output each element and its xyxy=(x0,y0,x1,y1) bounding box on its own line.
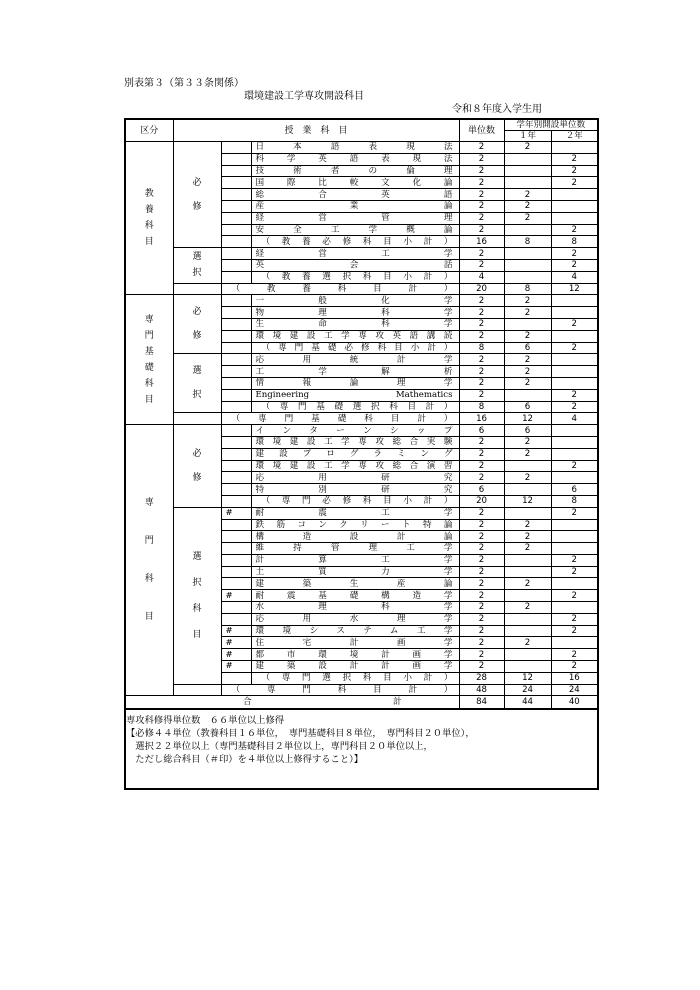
kyoyo-total-row xyxy=(125,283,598,295)
year1-cell xyxy=(504,460,551,472)
subtotal-label: （専門基礎必修科目小計） xyxy=(251,342,459,354)
year2-cell: 2 xyxy=(551,460,598,472)
mark-cell xyxy=(221,248,251,260)
mark-cell xyxy=(221,142,251,154)
credits-cell: 2 xyxy=(459,318,504,330)
credits-cell: 48 xyxy=(459,684,504,696)
subject-name: 生命科学 xyxy=(251,318,459,330)
year2-cell xyxy=(551,307,598,319)
credits-cell: 2 xyxy=(459,613,504,625)
credits-cell: 2 xyxy=(459,519,504,531)
subject-name: 建築生産論 xyxy=(251,578,459,590)
subject-name: 国際比較文化論 xyxy=(251,177,459,189)
subject-name: 環境システム工学 xyxy=(251,625,459,637)
mark-cell xyxy=(221,495,251,507)
subject-name: 耐震工学 xyxy=(251,507,459,519)
subject-name: インターンシップ xyxy=(251,425,459,437)
group-kyoyo-text: 教養科目 xyxy=(144,189,154,248)
year1-cell: 2 xyxy=(504,448,551,460)
subgroup-senmon-hisshu-text: 必修 xyxy=(192,448,202,483)
mark-cell xyxy=(221,165,251,177)
credits-cell: 2 xyxy=(459,200,504,212)
year2-cell xyxy=(551,295,598,307)
credits-cell: 2 xyxy=(459,578,504,590)
year2-cell: 8 xyxy=(551,236,598,248)
mark-cell xyxy=(221,377,251,389)
credits-cell: 2 xyxy=(459,330,504,342)
credits-cell: 2 xyxy=(459,460,504,472)
year1-cell xyxy=(504,248,551,260)
credits-cell: 2 xyxy=(459,637,504,649)
year1-cell: 12 xyxy=(504,413,551,425)
year1-cell: 2 xyxy=(504,637,551,649)
subject-name: 経営工学 xyxy=(251,248,459,260)
credits-cell: 2 xyxy=(459,189,504,201)
credits-cell: 20 xyxy=(459,283,504,295)
year2-cell: 6 xyxy=(551,484,598,496)
year2-cell xyxy=(551,531,598,543)
blank-cell xyxy=(173,413,221,425)
year1-cell: 2 xyxy=(504,543,551,555)
credits-cell: 16 xyxy=(459,413,504,425)
subject-name: 物理科学 xyxy=(251,307,459,319)
group-kyoyo xyxy=(125,142,173,295)
mark-cell: # xyxy=(221,661,251,673)
year2-cell xyxy=(551,578,598,590)
credits-cell: 2 xyxy=(459,377,504,389)
subgroup-kyoyo-hisshu-text: 必修 xyxy=(192,177,202,212)
year1-cell: 2 xyxy=(504,519,551,531)
year1-cell: 2 xyxy=(504,578,551,590)
year2-cell: 2 xyxy=(551,177,598,189)
year1-cell: 2 xyxy=(504,366,551,378)
year1-cell: 2 xyxy=(504,436,551,448)
year1-cell: 2 xyxy=(504,472,551,484)
mark-cell: # xyxy=(221,507,251,519)
subtotal-label: （専門必修科目小計） xyxy=(251,495,459,507)
year1-cell xyxy=(504,625,551,637)
year1-cell: 24 xyxy=(504,684,551,696)
subject-name: 鉄筋コンクリート特論 xyxy=(251,519,459,531)
note-line-3: 選択２２単位以上（専門基礎科目２単位以上，専門科目２０単位以上， xyxy=(126,741,433,752)
credits-cell: 16 xyxy=(459,236,504,248)
year2-cell xyxy=(551,519,598,531)
credits-cell: 8 xyxy=(459,401,504,413)
mark-cell xyxy=(221,354,251,366)
group-senmon-kiso xyxy=(125,295,173,425)
subgroup-kyoyo-sentaku-text: 選択 xyxy=(192,252,202,279)
year1-cell: 8 xyxy=(504,236,551,248)
subject-name: 科学英語表現法 xyxy=(251,153,459,165)
credits-cell: 2 xyxy=(459,259,504,271)
subject-name: 応用統計学 xyxy=(251,354,459,366)
subgroup-kiso-hisshu xyxy=(173,295,221,354)
mark-cell xyxy=(221,554,251,566)
year1-cell xyxy=(504,566,551,578)
credits-cell: 2 xyxy=(459,142,504,154)
year-note: 令和８年度入学生用 xyxy=(452,104,542,115)
year2-cell xyxy=(551,425,598,437)
year2-cell xyxy=(551,189,598,201)
subgroup-senmon-hisshu xyxy=(173,425,221,508)
kiso-total-row xyxy=(125,413,598,425)
year2-cell xyxy=(551,637,598,649)
year1-cell xyxy=(504,153,551,165)
year1-cell: 6 xyxy=(504,342,551,354)
credits-cell: 2 xyxy=(459,625,504,637)
mark-cell xyxy=(221,307,251,319)
mark-cell xyxy=(221,224,251,236)
mark-cell: # xyxy=(221,625,251,637)
year2-cell xyxy=(551,448,598,460)
year1-cell xyxy=(504,484,551,496)
subject-name: 工学解析 xyxy=(251,366,459,378)
year2-cell: 2 xyxy=(551,165,598,177)
credits-cell: 2 xyxy=(459,472,504,484)
header-credits: 単位数 xyxy=(459,119,504,142)
subject-name: 建設プログラミング xyxy=(251,448,459,460)
year1-cell xyxy=(504,224,551,236)
subject-name: Engineering Mathematics xyxy=(251,389,459,401)
mark-cell xyxy=(221,531,251,543)
credits-cell: 6 xyxy=(459,425,504,437)
credits-cell: 8 xyxy=(459,342,504,354)
year1-cell: 6 xyxy=(504,425,551,437)
year1-cell: 12 xyxy=(504,495,551,507)
year2-cell: 40 xyxy=(551,696,598,710)
year1-cell: 6 xyxy=(504,401,551,413)
year2-cell: 2 xyxy=(551,566,598,578)
mark-cell xyxy=(221,448,251,460)
year2-cell xyxy=(551,212,598,224)
mark-cell xyxy=(221,613,251,625)
mark-cell xyxy=(221,602,251,614)
subtotal-label: （専門基礎選択科目計） xyxy=(251,401,459,413)
credits-cell: 6 xyxy=(459,484,504,496)
header-row-1 xyxy=(125,119,598,131)
mark-cell xyxy=(221,236,251,248)
credits-cell: 2 xyxy=(459,649,504,661)
mark-cell xyxy=(221,566,251,578)
blank-cell xyxy=(173,684,221,696)
subject-name: 環境建設工学専攻英語講読 xyxy=(251,330,459,342)
subgroup-kiso-hisshu-text: 必修 xyxy=(192,307,202,342)
year2-cell: 24 xyxy=(551,684,598,696)
header-by-year: 学年別開設単位数 xyxy=(504,119,598,131)
subgroup-kyoyo-hisshu xyxy=(173,142,221,248)
subtotal-label: （教養選択科目小計） xyxy=(251,271,459,283)
credits-cell: 2 xyxy=(459,153,504,165)
subtotal-label: （専門選択科目小計） xyxy=(251,672,459,684)
subject-row xyxy=(125,248,598,260)
credits-cell: 2 xyxy=(459,566,504,578)
requirements-note xyxy=(124,710,599,790)
year2-cell: 2 xyxy=(551,224,598,236)
credits-cell: 2 xyxy=(459,543,504,555)
year1-cell: 2 xyxy=(504,189,551,201)
credits-cell: 4 xyxy=(459,271,504,283)
credits-cell: 2 xyxy=(459,531,504,543)
subtotal-label: （教養必修科目小計） xyxy=(251,236,459,248)
mark-cell xyxy=(221,672,251,684)
blank-cell xyxy=(173,283,221,295)
year2-cell: 2 xyxy=(551,342,598,354)
year2-cell: 2 xyxy=(551,507,598,519)
group-senmon xyxy=(125,425,173,696)
credits-cell: 2 xyxy=(459,661,504,673)
mark-cell xyxy=(221,389,251,401)
mark-cell xyxy=(221,200,251,212)
grand-total-label-a: 合 xyxy=(242,697,252,708)
credits-cell: 2 xyxy=(459,366,504,378)
year1-cell: 8 xyxy=(504,283,551,295)
mark-cell xyxy=(221,271,251,283)
year1-cell: 44 xyxy=(504,696,551,710)
subject-name: 安全工学概論 xyxy=(251,224,459,236)
year2-cell: 2 xyxy=(551,248,598,260)
year1-cell: 12 xyxy=(504,672,551,684)
year2-cell: 4 xyxy=(551,271,598,283)
subject-name: 総合英語 xyxy=(251,189,459,201)
year1-cell xyxy=(504,177,551,189)
mark-cell: # xyxy=(221,590,251,602)
credits-cell: 2 xyxy=(459,389,504,401)
year1-cell xyxy=(504,318,551,330)
credits-cell: 2 xyxy=(459,554,504,566)
year2-cell: 2 xyxy=(551,649,598,661)
header-subject: 授 業 科 目 xyxy=(173,119,459,142)
year1-cell xyxy=(504,554,551,566)
mark-cell xyxy=(221,425,251,437)
year2-cell xyxy=(551,436,598,448)
year2-cell xyxy=(551,602,598,614)
credits-cell: 2 xyxy=(459,602,504,614)
header-category: 区分 xyxy=(125,119,173,142)
mark-cell xyxy=(221,543,251,555)
mark-cell xyxy=(221,295,251,307)
senmon-total-row xyxy=(125,684,598,696)
credits-cell: 2 xyxy=(459,165,504,177)
year2-cell: 2 xyxy=(551,613,598,625)
subject-name: 産業論 xyxy=(251,200,459,212)
subject-name: 日本語表現法 xyxy=(251,142,459,154)
subject-name: 住宅計画学 xyxy=(251,637,459,649)
mark-cell xyxy=(221,318,251,330)
year2-cell: 2 xyxy=(551,590,598,602)
subject-name: 土質力学 xyxy=(251,566,459,578)
subgroup-kiso-sentaku-text: 選択 xyxy=(192,366,202,401)
subject-name: 技術者の倫理 xyxy=(251,165,459,177)
year1-cell xyxy=(504,271,551,283)
year2-cell: 2 xyxy=(551,625,598,637)
mark-cell xyxy=(221,578,251,590)
subtotal-label: （教養科目計） xyxy=(221,283,459,295)
year2-cell: 2 xyxy=(551,153,598,165)
year1-cell: 2 xyxy=(504,212,551,224)
subject-name: 一般化学 xyxy=(251,295,459,307)
subject-name: 応用研究 xyxy=(251,472,459,484)
mark-cell xyxy=(221,153,251,165)
credits-cell: 2 xyxy=(459,295,504,307)
year2-cell: 16 xyxy=(551,672,598,684)
credits-cell: 2 xyxy=(459,507,504,519)
document-title: 環境建設工学専攻開設科目 xyxy=(244,91,364,102)
subject-name: 応用水理学 xyxy=(251,613,459,625)
subject-row xyxy=(125,142,598,154)
mark-cell xyxy=(221,189,251,201)
subject-name: 英会話 xyxy=(251,259,459,271)
year2-cell: 2 xyxy=(551,554,598,566)
year1-cell: 2 xyxy=(504,602,551,614)
credits-cell: 2 xyxy=(459,436,504,448)
subgroup-kyoyo-sentaku xyxy=(173,248,221,283)
subject-name: 経営管理 xyxy=(251,212,459,224)
group-senmon-kiso-text: 専門基礎科目 xyxy=(144,314,154,405)
mark-cell xyxy=(221,212,251,224)
year2-cell: 2 xyxy=(551,259,598,271)
subject-name: 維持管理工学 xyxy=(251,543,459,555)
year2-cell xyxy=(551,543,598,555)
credits-cell: 2 xyxy=(459,248,504,260)
note-line-2: 【必修４４単位（教養科目１６単位， 専門基礎科目８単位， 専門科目２０単位）， xyxy=(126,728,475,739)
subject-name: 特別研究 xyxy=(251,484,459,496)
grand-total-row xyxy=(125,696,598,710)
year1-cell: 2 xyxy=(504,531,551,543)
credits-cell: 84 xyxy=(459,696,504,710)
year2-cell xyxy=(551,330,598,342)
credits-cell: 2 xyxy=(459,177,504,189)
credits-cell: 20 xyxy=(459,495,504,507)
annex-label: 別表第３（第３３条関係） xyxy=(124,78,244,89)
curriculum-table xyxy=(124,118,599,710)
subject-name: 構造設計論 xyxy=(251,531,459,543)
year1-cell xyxy=(504,661,551,673)
year1-cell: 2 xyxy=(504,295,551,307)
subject-name: 水理科学 xyxy=(251,602,459,614)
mark-cell xyxy=(221,519,251,531)
year2-cell: 8 xyxy=(551,495,598,507)
credits-cell: 2 xyxy=(459,212,504,224)
year1-cell: 2 xyxy=(504,354,551,366)
subject-name: 建築設計計画学 xyxy=(251,661,459,673)
header-year-2: ２年 xyxy=(551,131,598,142)
subject-name: 都市環境計画学 xyxy=(251,649,459,661)
year2-cell: 12 xyxy=(551,283,598,295)
mark-cell xyxy=(221,436,251,448)
subtotal-label: （専門基礎科目計） xyxy=(221,413,459,425)
year2-cell: 2 xyxy=(551,401,598,413)
credits-cell: 28 xyxy=(459,672,504,684)
grand-total-label-b: 計 xyxy=(392,697,402,708)
mark-cell xyxy=(221,177,251,189)
year2-cell xyxy=(551,366,598,378)
year1-cell xyxy=(504,165,551,177)
year2-cell xyxy=(551,142,598,154)
mark-cell xyxy=(221,366,251,378)
year1-cell xyxy=(504,590,551,602)
credits-cell: 2 xyxy=(459,448,504,460)
mark-cell xyxy=(221,330,251,342)
subtotal-label: （専門科目計） xyxy=(221,684,459,696)
year1-cell: 2 xyxy=(504,200,551,212)
year1-cell: 2 xyxy=(504,330,551,342)
subgroup-senmon-sentaku xyxy=(173,507,221,684)
note-line-1: 専攻科修得単位数 ６６単位以上修得 xyxy=(126,715,285,726)
subject-row xyxy=(125,425,598,437)
subgroup-senmon-sentaku-text: 選択科目 xyxy=(192,551,202,640)
mark-cell: # xyxy=(221,637,251,649)
credits-cell: 2 xyxy=(459,354,504,366)
group-senmon-text: 専門科目 xyxy=(144,498,154,623)
mark-cell xyxy=(221,472,251,484)
mark-cell xyxy=(221,259,251,271)
year1-cell xyxy=(504,389,551,401)
year1-cell: 2 xyxy=(504,307,551,319)
mark-cell xyxy=(221,484,251,496)
year2-cell xyxy=(551,354,598,366)
note-line-4: ただし総合科目（＃印）を４単位以上修得すること）】 xyxy=(126,754,364,765)
credits-cell: 2 xyxy=(459,307,504,319)
subject-name: 計算工学 xyxy=(251,554,459,566)
year2-cell: 2 xyxy=(551,318,598,330)
credits-cell: 2 xyxy=(459,224,504,236)
subject-row xyxy=(125,354,598,366)
year2-cell xyxy=(551,377,598,389)
year1-cell xyxy=(504,507,551,519)
year1-cell xyxy=(504,649,551,661)
year1-cell: 2 xyxy=(504,142,551,154)
credits-cell: 2 xyxy=(459,590,504,602)
year2-cell xyxy=(551,472,598,484)
subject-name: 耐震基礎構造学 xyxy=(251,590,459,602)
header-year-1: １年 xyxy=(504,131,551,142)
year2-cell xyxy=(551,200,598,212)
year1-cell xyxy=(504,613,551,625)
year2-cell: 4 xyxy=(551,413,598,425)
subject-name: 環境建設工学専攻総合演習 xyxy=(251,460,459,472)
subject-name: 環境建設工学専攻総合実験 xyxy=(251,436,459,448)
mark-cell: # xyxy=(221,649,251,661)
subgroup-kiso-sentaku xyxy=(173,354,221,413)
year1-cell xyxy=(504,259,551,271)
subject-row xyxy=(125,295,598,307)
mark-cell xyxy=(221,342,251,354)
subject-name: 情報論理学 xyxy=(251,377,459,389)
grand-total-label xyxy=(125,696,459,710)
mark-cell xyxy=(221,460,251,472)
year1-cell: 2 xyxy=(504,377,551,389)
year2-cell: 2 xyxy=(551,389,598,401)
subject-row xyxy=(125,507,598,519)
year2-cell: 2 xyxy=(551,661,598,673)
mark-cell xyxy=(221,401,251,413)
curriculum-table-wrapper xyxy=(124,118,597,710)
